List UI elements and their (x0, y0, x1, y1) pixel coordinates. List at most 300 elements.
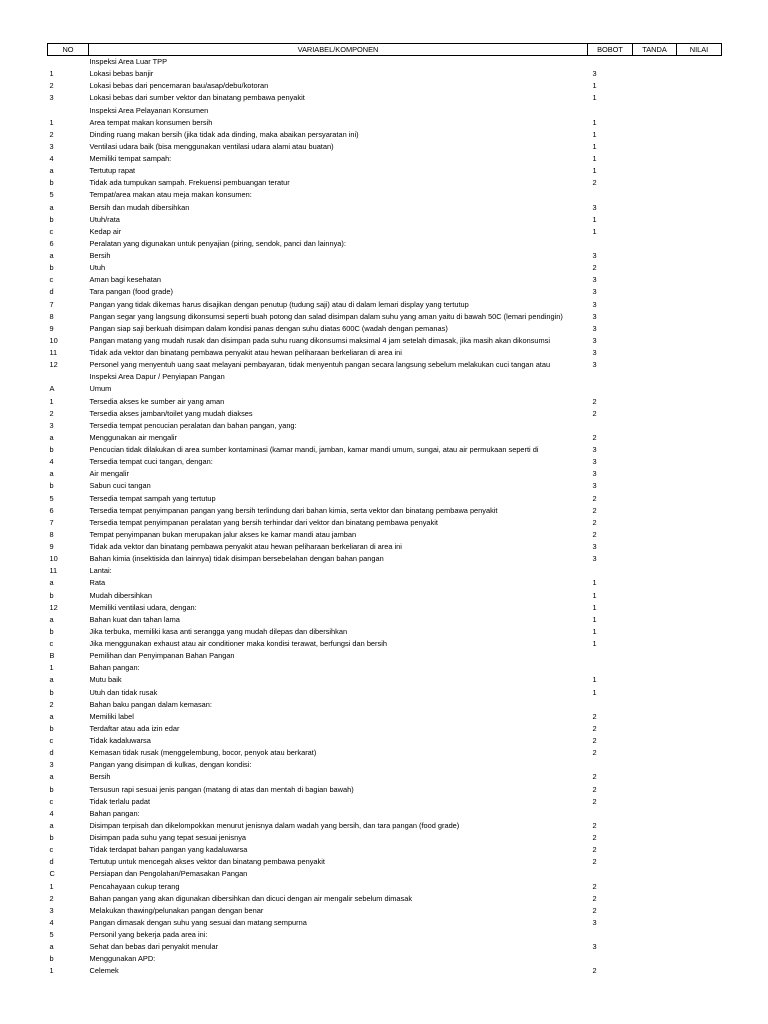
row-nilai[interactable] (677, 735, 722, 747)
row-bobot: 2 (592, 493, 597, 503)
row-variable (89, 274, 588, 286)
table-row (48, 444, 722, 456)
row-variable (89, 820, 588, 832)
row-tanda[interactable] (633, 299, 677, 311)
row-tanda[interactable] (633, 941, 677, 953)
row-variable (89, 177, 588, 189)
row-tanda[interactable] (633, 747, 677, 759)
row-nilai[interactable] (677, 468, 722, 480)
row-variable (89, 347, 588, 359)
table-row (48, 723, 722, 735)
row-tanda[interactable] (633, 396, 677, 408)
row-tanda[interactable] (633, 517, 677, 529)
row-bobot: 1 (592, 614, 597, 624)
row-tanda[interactable] (633, 262, 677, 274)
row-nilai[interactable] (677, 311, 722, 323)
row-tanda[interactable] (633, 189, 677, 201)
row-nilai[interactable] (677, 590, 722, 602)
row-tanda[interactable] (633, 820, 677, 832)
row-tanda[interactable] (633, 881, 677, 893)
row-bobot: 3 (592, 251, 597, 260)
row-variable (89, 602, 588, 614)
row-nilai[interactable] (677, 881, 722, 893)
row-tanda[interactable] (633, 323, 677, 335)
row-bobot: 2 (592, 857, 597, 867)
table-row (48, 796, 722, 808)
row-tanda[interactable] (633, 56, 677, 69)
row-tanda[interactable] (633, 917, 677, 929)
row-variable-text: Celemek (89, 966, 119, 976)
row-nilai[interactable] (677, 602, 722, 614)
row-number: 4 (49, 457, 54, 467)
row-tanda[interactable] (633, 165, 677, 177)
row-variable (89, 444, 588, 456)
row-nilai[interactable] (677, 965, 722, 977)
row-number: c (49, 736, 54, 745)
table-row (48, 202, 722, 214)
row-tanda[interactable] (633, 141, 677, 153)
row-variable (89, 371, 588, 383)
row-variable-text: Bahan kuat dan tahan lama (89, 614, 180, 624)
row-bobot: 3 (592, 942, 597, 952)
row-variable-text: Umum (89, 384, 112, 394)
row-nilai[interactable] (677, 117, 722, 129)
row-number: a (49, 578, 54, 588)
row-number: 1 (49, 69, 54, 79)
row-tanda[interactable] (633, 541, 677, 553)
row-tanda[interactable] (633, 844, 677, 856)
table-row (48, 517, 722, 529)
row-variable (89, 541, 588, 553)
row-nilai[interactable] (677, 396, 722, 408)
row-nilai[interactable] (677, 832, 722, 844)
row-tanda[interactable] (633, 650, 677, 662)
row-nilai[interactable] (677, 165, 722, 177)
row-tanda[interactable] (633, 735, 677, 747)
row-tanda[interactable] (633, 117, 677, 129)
row-bobot (588, 662, 633, 674)
row-nilai[interactable] (677, 226, 722, 238)
row-tanda[interactable] (633, 565, 677, 577)
row-tanda[interactable] (633, 311, 677, 323)
row-number: b (49, 590, 54, 600)
row-nilai[interactable] (677, 383, 722, 395)
row-nilai[interactable] (677, 953, 722, 965)
row-variable-text: Pencahayaan cukup terang (89, 881, 180, 891)
row-nilai[interactable] (677, 614, 722, 626)
row-variable-text: Personil yang bekerja pada area ini: (89, 930, 208, 939)
row-nilai[interactable] (677, 262, 722, 274)
row-variable-text: Tersedia akses ke sumber air yang aman (89, 396, 225, 406)
row-bobot: 2 (592, 833, 597, 842)
row-variable-text: Tara pangan (food grade) (89, 287, 173, 297)
row-bobot: 3 (592, 542, 597, 551)
row-nilai[interactable] (677, 347, 722, 359)
row-nilai[interactable] (677, 929, 722, 941)
row-variable (89, 650, 588, 662)
row-nilai[interactable] (677, 493, 722, 505)
row-nilai[interactable] (677, 202, 722, 214)
row-variable-text: Sehat dan bebas dari penyakit menular (89, 942, 219, 952)
row-tanda[interactable] (633, 420, 677, 432)
row-variable-text: Inspeksi Area Dapur / Penyiapan Pangan (89, 372, 225, 382)
row-tanda[interactable] (633, 553, 677, 565)
row-nilai[interactable] (677, 505, 722, 517)
row-tanda[interactable] (633, 965, 677, 977)
table-row (48, 92, 722, 104)
row-bobot: 2 (592, 723, 597, 733)
row-nilai[interactable] (677, 359, 722, 371)
row-nilai[interactable] (677, 105, 722, 117)
row-variable-text: Mutu baik (89, 675, 122, 685)
row-variable-text: Pangan yang tidak dikemas harus disajikan dengan penutup (tudung saji) atau di dalam lemari display yang tertutup (89, 299, 469, 309)
row-nilai[interactable] (677, 444, 722, 456)
row-tanda[interactable] (633, 359, 677, 371)
row-nilai[interactable] (677, 214, 722, 226)
row-nilai[interactable] (677, 687, 722, 699)
row-variable-text: Tersedia tempat sampah yang tertutup (89, 493, 216, 503)
row-nilai[interactable] (677, 529, 722, 541)
row-tanda[interactable] (633, 383, 677, 395)
row-number: 2 (49, 129, 54, 139)
table-row (48, 687, 722, 699)
row-nilai[interactable] (677, 711, 722, 723)
row-tanda[interactable] (633, 153, 677, 165)
row-number: 8 (49, 529, 54, 539)
row-tanda[interactable] (633, 432, 677, 444)
row-bobot: 3 (592, 275, 597, 285)
row-number (48, 105, 89, 117)
row-tanda[interactable] (633, 226, 677, 238)
row-tanda[interactable] (633, 105, 677, 117)
row-nilai[interactable] (677, 456, 722, 468)
row-tanda[interactable] (633, 784, 677, 796)
row-variable-text: Tidak ada vektor dan binatang pembawa penyakit atau hewan peliharaan berkeliaran di area ini (89, 348, 402, 357)
row-tanda[interactable] (633, 286, 677, 298)
row-nilai[interactable] (677, 747, 722, 759)
row-number: a (49, 469, 54, 479)
row-tanda[interactable] (633, 371, 677, 383)
row-bobot: 3 (592, 311, 597, 321)
row-tanda[interactable] (633, 444, 677, 456)
row-variable-text: Rata (89, 578, 106, 588)
row-variable (89, 153, 588, 165)
row-variable (89, 832, 588, 844)
table-row (48, 371, 722, 383)
row-nilai[interactable] (677, 759, 722, 771)
row-number: a (49, 772, 54, 782)
row-bobot: 3 (592, 360, 597, 370)
row-tanda[interactable] (633, 577, 677, 589)
row-variable-text: Bahan pangan: (89, 808, 140, 818)
table-row (48, 286, 722, 298)
row-tanda[interactable] (633, 602, 677, 614)
row-tanda[interactable] (633, 238, 677, 250)
row-tanda[interactable] (633, 68, 677, 80)
row-variable-text: Persiapan dan Pengolahan/Pemasakan Pangan (89, 869, 248, 879)
table-row (48, 117, 722, 129)
row-variable-text: Air mengalir (89, 469, 129, 479)
row-nilai[interactable] (677, 565, 722, 577)
row-nilai[interactable] (677, 371, 722, 383)
table-row (48, 177, 722, 189)
row-variable-text: Mudah dibersihkan (89, 590, 152, 600)
row-variable-text: Inspeksi Area Pelayanan Konsumen (89, 105, 209, 115)
header-no: NO (48, 44, 89, 56)
checklist-sheet (47, 43, 721, 978)
row-tanda[interactable] (633, 832, 677, 844)
row-nilai[interactable] (677, 844, 722, 856)
table-row (48, 432, 722, 444)
row-tanda[interactable] (633, 274, 677, 286)
table-row (48, 832, 722, 844)
row-variable-text: Pemilihan dan Penyimpanan Bahan Pangan (89, 651, 235, 661)
row-nilai[interactable] (677, 784, 722, 796)
row-variable-text: Memiliki tempat sampah: (89, 154, 172, 163)
table-row (48, 699, 722, 711)
row-tanda[interactable] (633, 868, 677, 880)
row-nilai[interactable] (677, 856, 722, 868)
table-row (48, 456, 722, 468)
row-number: c (49, 845, 54, 855)
table-row (48, 711, 722, 723)
row-nilai[interactable] (677, 917, 722, 929)
row-tanda[interactable] (633, 796, 677, 808)
row-tanda[interactable] (633, 759, 677, 771)
row-nilai[interactable] (677, 408, 722, 420)
row-tanda[interactable] (633, 456, 677, 468)
row-nilai[interactable] (677, 323, 722, 335)
row-tanda[interactable] (633, 493, 677, 505)
row-variable (89, 359, 588, 371)
row-nilai[interactable] (677, 335, 722, 347)
row-bobot: 2 (592, 820, 597, 830)
row-tanda[interactable] (633, 711, 677, 723)
row-nilai[interactable] (677, 68, 722, 80)
row-variable (89, 771, 588, 783)
row-nilai[interactable] (677, 274, 722, 286)
row-nilai[interactable] (677, 541, 722, 553)
row-bobot: 2 (592, 408, 597, 418)
row-bobot: 2 (592, 845, 597, 855)
row-number: a (49, 820, 54, 830)
row-variable-text: Kemasan tidak rusak (menggelembung, bocor, penyok atau berkarat) (89, 748, 317, 758)
row-variable (89, 723, 588, 735)
row-tanda[interactable] (633, 92, 677, 104)
row-tanda[interactable] (633, 202, 677, 214)
row-tanda[interactable] (633, 699, 677, 711)
row-nilai[interactable] (677, 808, 722, 820)
row-nilai[interactable] (677, 480, 722, 492)
table-row (48, 747, 722, 759)
row-variable-text: Aman bagi kesehatan (89, 275, 161, 285)
row-nilai[interactable] (677, 177, 722, 189)
row-variable (89, 674, 588, 686)
header-row (48, 44, 722, 56)
row-variable-text: Tersedia tempat penyimpanan pangan yang bersih terlindung dari bahan kimia, serta vektor dan binatang pembawa penyakit (89, 505, 498, 515)
row-variable (89, 262, 588, 274)
table-row (48, 189, 722, 201)
row-nilai[interactable] (677, 517, 722, 529)
row-number: 11 (49, 566, 58, 576)
row-nilai[interactable] (677, 723, 722, 735)
row-tanda[interactable] (633, 856, 677, 868)
row-tanda[interactable] (633, 723, 677, 735)
row-bobot: 1 (592, 93, 597, 103)
table-row (48, 662, 722, 674)
table-row (48, 965, 722, 977)
row-tanda[interactable] (633, 638, 677, 650)
row-nilai[interactable] (677, 626, 722, 638)
row-nilai[interactable] (677, 141, 722, 153)
row-tanda[interactable] (633, 929, 677, 941)
row-bobot: 3 (592, 469, 597, 479)
row-tanda[interactable] (633, 771, 677, 783)
row-nilai[interactable] (677, 905, 722, 917)
row-nilai[interactable] (677, 771, 722, 783)
row-nilai[interactable] (677, 250, 722, 262)
row-tanda[interactable] (633, 529, 677, 541)
row-nilai[interactable] (677, 420, 722, 432)
row-variable-text: Peralatan yang digunakan untuk penyajian (piring, sendok, panci dan lainnya): (89, 238, 346, 248)
row-tanda[interactable] (633, 408, 677, 420)
row-number: 1 (49, 663, 54, 673)
row-bobot (588, 189, 633, 201)
row-variable-text: Disimpan pada suhu yang tepat sesuai jenisnya (89, 833, 247, 842)
row-tanda[interactable] (633, 480, 677, 492)
row-number: c (49, 226, 54, 236)
row-tanda[interactable] (633, 177, 677, 189)
row-variable-text: Lokasi bebas dari pencemaran bau/asap/debu/kotoran (89, 81, 269, 91)
row-bobot: 3 (592, 457, 597, 467)
row-tanda[interactable] (633, 214, 677, 226)
row-nilai[interactable] (677, 868, 722, 880)
row-bobot: 3 (592, 287, 597, 297)
row-tanda[interactable] (633, 250, 677, 262)
row-tanda[interactable] (633, 614, 677, 626)
row-variable (89, 565, 588, 577)
row-nilai[interactable] (677, 577, 722, 589)
row-tanda[interactable] (633, 347, 677, 359)
row-variable (89, 953, 588, 965)
row-variable (89, 189, 588, 201)
row-nilai[interactable] (677, 92, 722, 104)
row-variable (89, 286, 588, 298)
row-tanda[interactable] (633, 905, 677, 917)
row-nilai[interactable] (677, 650, 722, 662)
row-nilai[interactable] (677, 553, 722, 565)
row-tanda[interactable] (633, 590, 677, 602)
row-number: a (49, 711, 54, 721)
row-variable (89, 517, 588, 529)
row-tanda[interactable] (633, 953, 677, 965)
row-nilai[interactable] (677, 129, 722, 141)
row-tanda[interactable] (633, 468, 677, 480)
row-nilai[interactable] (677, 153, 722, 165)
row-tanda[interactable] (633, 893, 677, 905)
row-nilai[interactable] (677, 638, 722, 650)
row-bobot: 1 (592, 214, 597, 224)
row-nilai[interactable] (677, 238, 722, 250)
row-variable (89, 335, 588, 347)
header-nilai: NILAI (677, 44, 722, 56)
row-tanda[interactable] (633, 674, 677, 686)
row-bobot: 2 (592, 178, 597, 188)
row-nilai[interactable] (677, 674, 722, 686)
row-bobot (588, 105, 633, 117)
row-number: b (49, 445, 54, 454)
row-bobot: 3 (592, 69, 597, 79)
row-number: 11 (49, 348, 58, 357)
row-number: 10 (49, 335, 58, 345)
row-tanda[interactable] (633, 335, 677, 347)
row-nilai[interactable] (677, 189, 722, 201)
row-bobot: 2 (592, 736, 597, 745)
row-tanda[interactable] (633, 662, 677, 674)
row-nilai[interactable] (677, 56, 722, 69)
row-bobot: 1 (592, 687, 597, 697)
table-row (48, 881, 722, 893)
row-tanda[interactable] (633, 687, 677, 699)
row-tanda[interactable] (633, 80, 677, 92)
row-number: 4 (49, 808, 54, 818)
row-variable-text: Pangan yang disimpan di kulkas, dengan kondisi: (89, 760, 252, 770)
row-variable (89, 893, 588, 905)
table-row (48, 868, 722, 880)
row-nilai[interactable] (677, 299, 722, 311)
row-bobot: 2 (592, 505, 597, 515)
row-nilai[interactable] (677, 286, 722, 298)
row-number: d (49, 287, 54, 297)
row-number: 5 (49, 190, 54, 200)
row-variable (89, 408, 588, 420)
row-nilai[interactable] (677, 893, 722, 905)
row-variable-text: Kedap air (89, 226, 122, 236)
row-tanda[interactable] (633, 129, 677, 141)
table-row (48, 408, 722, 420)
row-number: b (49, 626, 54, 636)
row-nilai[interactable] (677, 820, 722, 832)
row-variable (89, 856, 588, 868)
row-tanda[interactable] (633, 808, 677, 820)
table-row (48, 105, 722, 117)
row-nilai[interactable] (677, 699, 722, 711)
row-variable-text: Tersedia akses jamban/toilet yang mudah diakses (89, 408, 253, 418)
row-variable (89, 117, 588, 129)
row-bobot (588, 953, 633, 965)
row-variable (89, 468, 588, 480)
row-variable-text: Bahan pangan yang akan digunakan dibersihkan dan dicuci dengan air mengalir sebelum dimasak (89, 893, 413, 903)
row-variable (89, 868, 588, 880)
row-nilai[interactable] (677, 662, 722, 674)
row-nilai[interactable] (677, 796, 722, 808)
row-nilai[interactable] (677, 80, 722, 92)
row-bobot: 1 (592, 226, 597, 236)
row-tanda[interactable] (633, 505, 677, 517)
row-number: 1 (49, 396, 54, 406)
row-nilai[interactable] (677, 941, 722, 953)
row-variable (89, 323, 588, 335)
row-variable-text: Jika menggunakan exhaust atau air conditioner maka kondisi terawat, berfungsi dan bersih (89, 639, 387, 648)
row-tanda[interactable] (633, 626, 677, 638)
table-row (48, 626, 722, 638)
row-variable (89, 456, 588, 468)
row-bobot: 1 (592, 626, 597, 636)
row-number: 9 (49, 323, 54, 333)
row-variable (89, 929, 588, 941)
row-number: b (49, 178, 54, 188)
row-nilai[interactable] (677, 432, 722, 444)
